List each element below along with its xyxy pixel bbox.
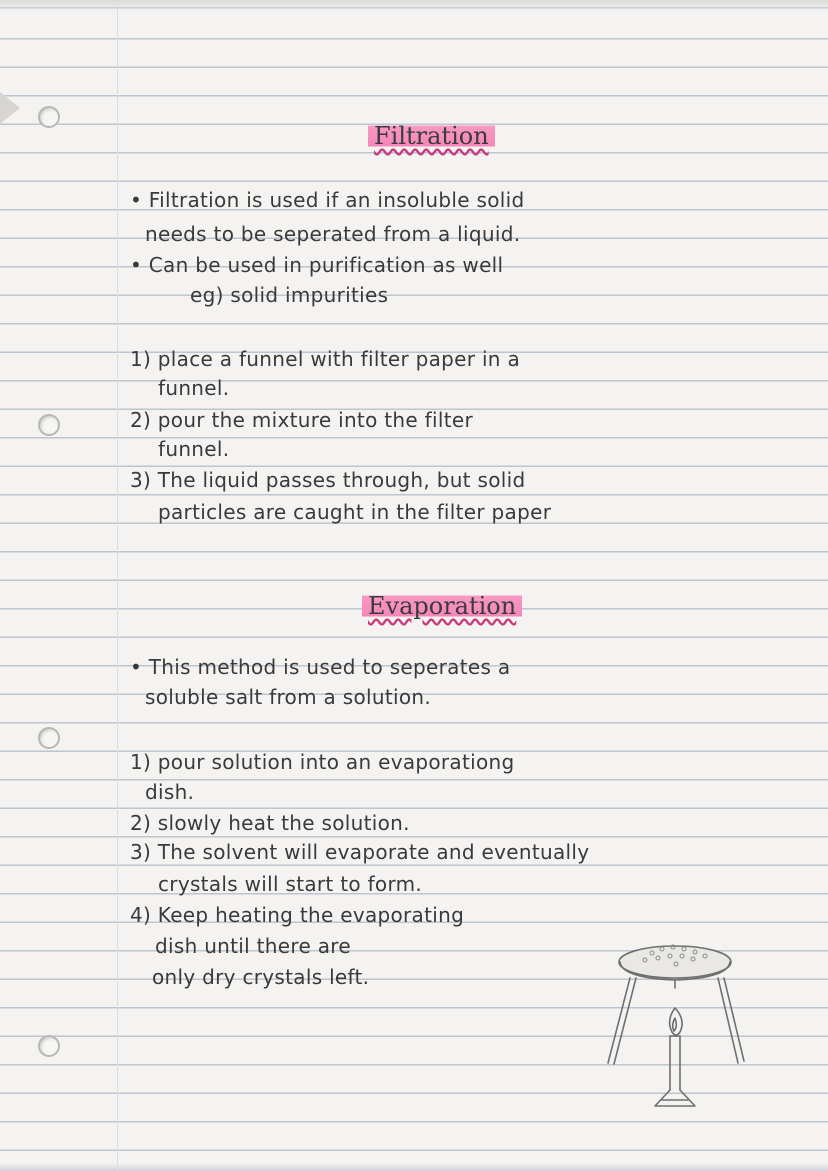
filtration-bullet-2-line-2: eg) solid impurities <box>190 283 389 307</box>
binder-hole-icon <box>38 727 60 749</box>
filtration-step-3-line-2: particles are caught in the filter paper <box>158 500 552 524</box>
binder-hole-icon <box>38 414 60 436</box>
evaporation-step-4-line-1: 4) Keep heating the evaporating <box>130 903 465 927</box>
evaporation-step-3-line-1: 3) The solvent will evaporate and eventually <box>130 840 590 864</box>
page-bottom-shadow <box>0 1163 828 1171</box>
evaporation-step-2-line-1: 2) slowly heat the solution. <box>130 811 410 835</box>
evaporating-dish-sketch-icon <box>600 928 750 1118</box>
evaporation-step-1-line-2: dish. <box>145 780 195 804</box>
evaporation-title: Evaporation <box>362 592 522 620</box>
evaporation-step-1-line-1: 1) pour solution into an evaporationg <box>130 750 515 774</box>
filtration-bullet-2-line-1: • Can be used in purification as well <box>130 253 504 277</box>
binder-hole-icon <box>38 1035 60 1057</box>
filtration-step-2-line-1: 2) pour the mixture into the filter <box>130 408 473 432</box>
filtration-bullet-1-line-2: needs to be seperated from a liquid. <box>145 222 521 246</box>
binder-hole-icon <box>38 106 60 128</box>
filtration-step-1-line-2: funnel. <box>158 376 230 400</box>
evaporation-step-4-line-3: only dry crystals left. <box>152 965 370 989</box>
margin-line <box>117 0 118 1171</box>
evaporation-bullet-1-line-2: soluble salt from a solution. <box>145 685 432 709</box>
filtration-step-3-line-1: 3) The liquid passes through, but solid <box>130 468 526 492</box>
binder-clip-icon <box>0 92 20 124</box>
evaporation-bullet-1-line-1: • This method is used to seperates a <box>130 655 511 679</box>
evaporation-step-3-line-2: crystals will start to form. <box>158 872 423 896</box>
filtration-step-1-line-1: 1) place a funnel with filter paper in a <box>130 347 520 371</box>
evaporation-step-4-line-2: dish until there are <box>155 934 351 958</box>
filtration-title: Filtration <box>368 122 495 150</box>
filtration-bullet-1-line-1: • Filtration is used if an insoluble solid <box>130 188 525 212</box>
filtration-step-2-line-2: funnel. <box>158 437 230 461</box>
page-top-shadow <box>0 0 828 12</box>
